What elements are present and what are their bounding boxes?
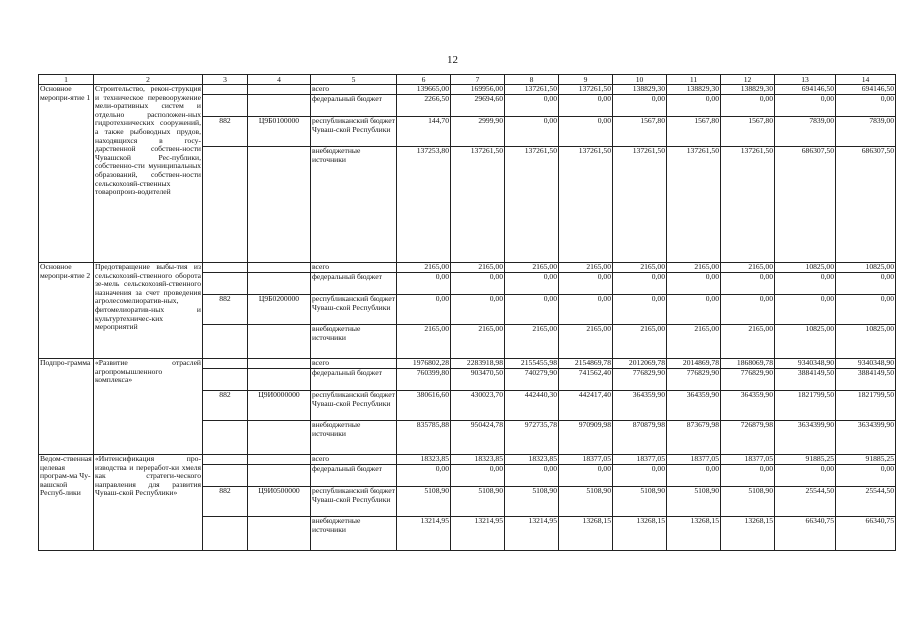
amount-cell: 137261,50 (505, 85, 559, 95)
amount-cell: 18377,05 (721, 455, 775, 465)
amount-cell: 776829,90 (667, 369, 721, 391)
table-row (39, 359, 896, 369)
code-column-3 (203, 263, 248, 273)
funding-source: внебюджетные источники (311, 325, 397, 359)
funding-source: внебюджетные источники (311, 421, 397, 455)
code-column-3: 882 (203, 295, 248, 325)
amount-cell: 2266,50 (397, 95, 451, 117)
amount-cell: 2014869,78 (667, 359, 721, 369)
amount-cell: 9340348,90 (775, 359, 836, 369)
amount-cell: 2165,00 (667, 263, 721, 273)
amount-cell: 1821799,50 (836, 391, 896, 421)
amount-cell: 144,70 (397, 117, 451, 147)
amount-cell: 2165,00 (559, 263, 613, 273)
amount-cell: 66340,75 (836, 517, 896, 551)
column-number-10: 10 (613, 75, 667, 85)
measure-name: Подпро-грамма (39, 359, 94, 455)
amount-cell: 2012069,78 (613, 359, 667, 369)
amount-cell: 13268,15 (613, 517, 667, 551)
amount-cell: 0,00 (451, 273, 505, 295)
amount-cell: 18323,85 (505, 455, 559, 465)
amount-cell: 2165,00 (505, 325, 559, 359)
amount-cell: 0,00 (505, 273, 559, 295)
amount-cell: 1567,80 (613, 117, 667, 147)
code-column-3 (203, 273, 248, 295)
amount-cell: 694146,50 (775, 85, 836, 95)
amount-cell: 380616,60 (397, 391, 451, 421)
amount-cell: 9340348,90 (836, 359, 896, 369)
amount-cell: 0,00 (613, 273, 667, 295)
amount-cell: 137261,50 (559, 147, 613, 263)
column-number-5: 5 (311, 75, 397, 85)
funding-source: республиканский бюджет Чуваш-ской Республики (311, 295, 397, 325)
code-column-3 (203, 455, 248, 465)
measure-description: «Развитие отраслей агропромышленного комплекса» (94, 359, 203, 455)
column-number-12: 12 (721, 75, 775, 85)
amount-cell: 0,00 (451, 465, 505, 487)
amount-cell: 7839,00 (775, 117, 836, 147)
funding-source: всего (311, 359, 397, 369)
amount-cell: 13214,95 (505, 517, 559, 551)
code-column-4 (248, 95, 311, 117)
amount-cell: 5108,90 (721, 487, 775, 517)
column-number-7: 7 (451, 75, 505, 85)
measure-name: Основное меропри-ятие 1 (39, 85, 94, 263)
amount-cell: 5108,90 (559, 487, 613, 517)
code-column-3 (203, 95, 248, 117)
column-number-9: 9 (559, 75, 613, 85)
amount-cell: 2165,00 (667, 325, 721, 359)
measure-description: «Интенсификация про-изводства и переработ-ки хмеля как стратеги-ческого направления для развития Чуваш-ской Республики» (94, 455, 203, 551)
amount-cell: 2999,90 (451, 117, 505, 147)
amount-cell: 364359,90 (721, 391, 775, 421)
amount-cell: 18323,85 (451, 455, 505, 465)
code-column-4: Ц9Б0100000 (248, 117, 311, 147)
column-number-1: 1 (39, 75, 94, 85)
funding-source: всего (311, 455, 397, 465)
amount-cell: 3634399,90 (836, 421, 896, 455)
amount-cell: 0,00 (397, 295, 451, 325)
amount-cell: 2283918,98 (451, 359, 505, 369)
amount-cell: 0,00 (559, 95, 613, 117)
amount-cell: 10825,00 (775, 325, 836, 359)
code-column-3: 882 (203, 391, 248, 421)
amount-cell: 1821799,50 (775, 391, 836, 421)
code-column-4: Ц9И0500000 (248, 487, 311, 517)
code-column-4 (248, 85, 311, 95)
amount-cell: 18377,05 (559, 455, 613, 465)
code-column-3: 882 (203, 117, 248, 147)
page-number: 12 (447, 54, 458, 66)
amount-cell: 0,00 (559, 295, 613, 325)
amount-cell: 0,00 (451, 295, 505, 325)
amount-cell: 1567,80 (721, 117, 775, 147)
amount-cell: 0,00 (836, 295, 896, 325)
code-column-3 (203, 421, 248, 455)
amount-cell: 364359,90 (667, 391, 721, 421)
amount-cell: 137261,50 (667, 147, 721, 263)
amount-cell: 25544,50 (775, 487, 836, 517)
amount-cell: 686307,50 (775, 147, 836, 263)
measure-name: Ведом-ственная целевая програм-ма Чу-вашской Респуб-лики (39, 455, 94, 551)
code-column-3 (203, 325, 248, 359)
code-column-4: Ц9Б0200000 (248, 295, 311, 325)
code-column-4 (248, 369, 311, 391)
amount-cell: 0,00 (836, 273, 896, 295)
amount-cell: 0,00 (397, 273, 451, 295)
amount-cell: 0,00 (505, 117, 559, 147)
code-column-4: Ц9И0000000 (248, 391, 311, 421)
amount-cell: 970909,98 (559, 421, 613, 455)
amount-cell: 364359,90 (613, 391, 667, 421)
funding-source: всего (311, 263, 397, 273)
amount-cell: 2165,00 (397, 325, 451, 359)
amount-cell: 138829,30 (721, 85, 775, 95)
amount-cell: 0,00 (397, 465, 451, 487)
code-column-3 (203, 465, 248, 487)
column-number-8: 8 (505, 75, 559, 85)
code-column-3 (203, 147, 248, 263)
amount-cell: 430023,70 (451, 391, 505, 421)
code-column-3 (203, 359, 248, 369)
funding-source: республиканский бюджет Чуваш-ской Республики (311, 487, 397, 517)
amount-cell: 13268,15 (559, 517, 613, 551)
amount-cell: 137261,50 (559, 85, 613, 95)
amount-cell: 0,00 (613, 465, 667, 487)
amount-cell: 0,00 (559, 117, 613, 147)
amount-cell: 5108,90 (667, 487, 721, 517)
table-row (39, 263, 896, 273)
column-number-row (39, 75, 896, 85)
amount-cell: 0,00 (836, 465, 896, 487)
amount-cell: 0,00 (836, 95, 896, 117)
amount-cell: 10825,00 (836, 325, 896, 359)
amount-cell: 741562,40 (559, 369, 613, 391)
code-column-3 (203, 517, 248, 551)
code-column-4 (248, 359, 311, 369)
amount-cell: 0,00 (775, 465, 836, 487)
amount-cell: 873679,98 (667, 421, 721, 455)
amount-cell: 2165,00 (451, 263, 505, 273)
amount-cell: 0,00 (721, 273, 775, 295)
amount-cell: 760399,80 (397, 369, 451, 391)
measure-name: Основное меропри-ятие 2 (39, 263, 94, 359)
column-number-6: 6 (397, 75, 451, 85)
column-number-4: 4 (248, 75, 311, 85)
amount-cell: 686307,50 (836, 147, 896, 263)
amount-cell: 0,00 (775, 295, 836, 325)
measure-description: Строительство, рекон-струкция и техническое перевооружение мели-оративных систем и отдельно расположен-ных гидротехнических сооружений, а также рыбоводных прудов, находящихся в госу-дарственной собствен-ности Чувашской Рес-публики, собственно-сти муниципальных образований, собствен-ности сельскохозяй-ственных товаропроиз-водителей (94, 85, 203, 263)
amount-cell: 740279,90 (505, 369, 559, 391)
amount-cell: 138829,30 (613, 85, 667, 95)
amount-cell: 2155455,98 (505, 359, 559, 369)
amount-cell: 950424,78 (451, 421, 505, 455)
amount-cell: 13268,15 (721, 517, 775, 551)
amount-cell: 10825,00 (836, 263, 896, 273)
amount-cell: 835785,88 (397, 421, 451, 455)
code-column-4 (248, 147, 311, 263)
amount-cell: 139665,00 (397, 85, 451, 95)
code-column-4 (248, 263, 311, 273)
amount-cell: 0,00 (667, 95, 721, 117)
column-number-13: 13 (775, 75, 836, 85)
amount-cell: 137261,50 (505, 147, 559, 263)
amount-cell: 0,00 (667, 295, 721, 325)
code-column-4 (248, 325, 311, 359)
funding-source: всего (311, 85, 397, 95)
amount-cell: 2154869,78 (559, 359, 613, 369)
code-column-4 (248, 465, 311, 487)
amount-cell: 726879,98 (721, 421, 775, 455)
amount-cell: 3884149,50 (836, 369, 896, 391)
code-column-3 (203, 85, 248, 95)
amount-cell: 1868069,78 (721, 359, 775, 369)
table-row (39, 455, 896, 465)
amount-cell: 2165,00 (451, 325, 505, 359)
amount-cell: 776829,90 (721, 369, 775, 391)
amount-cell: 972735,78 (505, 421, 559, 455)
amount-cell: 13214,95 (451, 517, 505, 551)
column-number-3: 3 (203, 75, 248, 85)
amount-cell: 0,00 (613, 295, 667, 325)
funding-source: республиканский бюджет Чуваш-ской Республики (311, 391, 397, 421)
amount-cell: 0,00 (505, 95, 559, 117)
column-number-2: 2 (94, 75, 203, 85)
column-number-14: 14 (836, 75, 896, 85)
amount-cell: 91885,25 (775, 455, 836, 465)
amount-cell: 0,00 (505, 295, 559, 325)
measure-description: Предотвращение выбы-тия из сельскохозяй-ственного оборота зе-мель сельскохозяй-ственного назначения за счет проведения агролесомелиоратив-ных, фитомелиоратив-ных и культуртехничес-ких мероприятий (94, 263, 203, 359)
amount-cell: 91885,25 (836, 455, 896, 465)
amount-cell: 0,00 (559, 273, 613, 295)
amount-cell: 2165,00 (559, 325, 613, 359)
amount-cell: 2165,00 (613, 325, 667, 359)
funding-source: внебюджетные источники (311, 147, 397, 263)
amount-cell: 0,00 (667, 273, 721, 295)
amount-cell: 2165,00 (613, 263, 667, 273)
code-column-4 (248, 421, 311, 455)
amount-cell: 442440,30 (505, 391, 559, 421)
amount-cell: 776829,90 (613, 369, 667, 391)
amount-cell: 0,00 (775, 95, 836, 117)
amount-cell: 694146,50 (836, 85, 896, 95)
amount-cell: 0,00 (667, 465, 721, 487)
amount-cell: 5108,90 (505, 487, 559, 517)
amount-cell: 1976802,28 (397, 359, 451, 369)
amount-cell: 137261,50 (451, 147, 505, 263)
amount-cell: 137253,80 (397, 147, 451, 263)
table-row (39, 85, 896, 95)
amount-cell: 870879,98 (613, 421, 667, 455)
code-column-3: 882 (203, 487, 248, 517)
funding-source: внебюджетные источники (311, 517, 397, 551)
code-column-4 (248, 273, 311, 295)
amount-cell: 0,00 (721, 465, 775, 487)
amount-cell: 29694,60 (451, 95, 505, 117)
amount-cell: 10825,00 (775, 263, 836, 273)
amount-cell: 2165,00 (505, 263, 559, 273)
amount-cell: 3634399,90 (775, 421, 836, 455)
amount-cell: 903470,50 (451, 369, 505, 391)
amount-cell: 2165,00 (721, 325, 775, 359)
amount-cell: 169956,00 (451, 85, 505, 95)
amount-cell: 13214,95 (397, 517, 451, 551)
amount-cell: 137261,50 (721, 147, 775, 263)
funding-source: федеральный бюджет (311, 369, 397, 391)
amount-cell: 1567,80 (667, 117, 721, 147)
code-column-3 (203, 369, 248, 391)
amount-cell: 0,00 (721, 95, 775, 117)
amount-cell: 5108,90 (451, 487, 505, 517)
amount-cell: 0,00 (559, 465, 613, 487)
amount-cell: 0,00 (721, 295, 775, 325)
code-column-4 (248, 455, 311, 465)
amount-cell: 0,00 (505, 465, 559, 487)
code-column-4 (248, 517, 311, 551)
amount-cell: 18323,85 (397, 455, 451, 465)
funding-source: федеральный бюджет (311, 95, 397, 117)
amount-cell: 0,00 (775, 273, 836, 295)
amount-cell: 2165,00 (397, 263, 451, 273)
amount-cell: 7839,00 (836, 117, 896, 147)
amount-cell: 66340,75 (775, 517, 836, 551)
amount-cell: 13268,15 (667, 517, 721, 551)
amount-cell: 137261,50 (613, 147, 667, 263)
amount-cell: 18377,05 (667, 455, 721, 465)
amount-cell: 5108,90 (397, 487, 451, 517)
amount-cell: 3884149,50 (775, 369, 836, 391)
amount-cell: 138829,30 (667, 85, 721, 95)
funding-source: федеральный бюджет (311, 273, 397, 295)
column-number-11: 11 (667, 75, 721, 85)
funding-source: федеральный бюджет (311, 465, 397, 487)
amount-cell: 18377,05 (613, 455, 667, 465)
amount-cell: 2165,00 (721, 263, 775, 273)
amount-cell: 5108,90 (613, 487, 667, 517)
amount-cell: 0,00 (613, 95, 667, 117)
amount-cell: 25544,50 (836, 487, 896, 517)
budget-table (38, 74, 896, 551)
amount-cell: 442417,40 (559, 391, 613, 421)
funding-source: республиканский бюджет Чуваш-ской Республики (311, 117, 397, 147)
